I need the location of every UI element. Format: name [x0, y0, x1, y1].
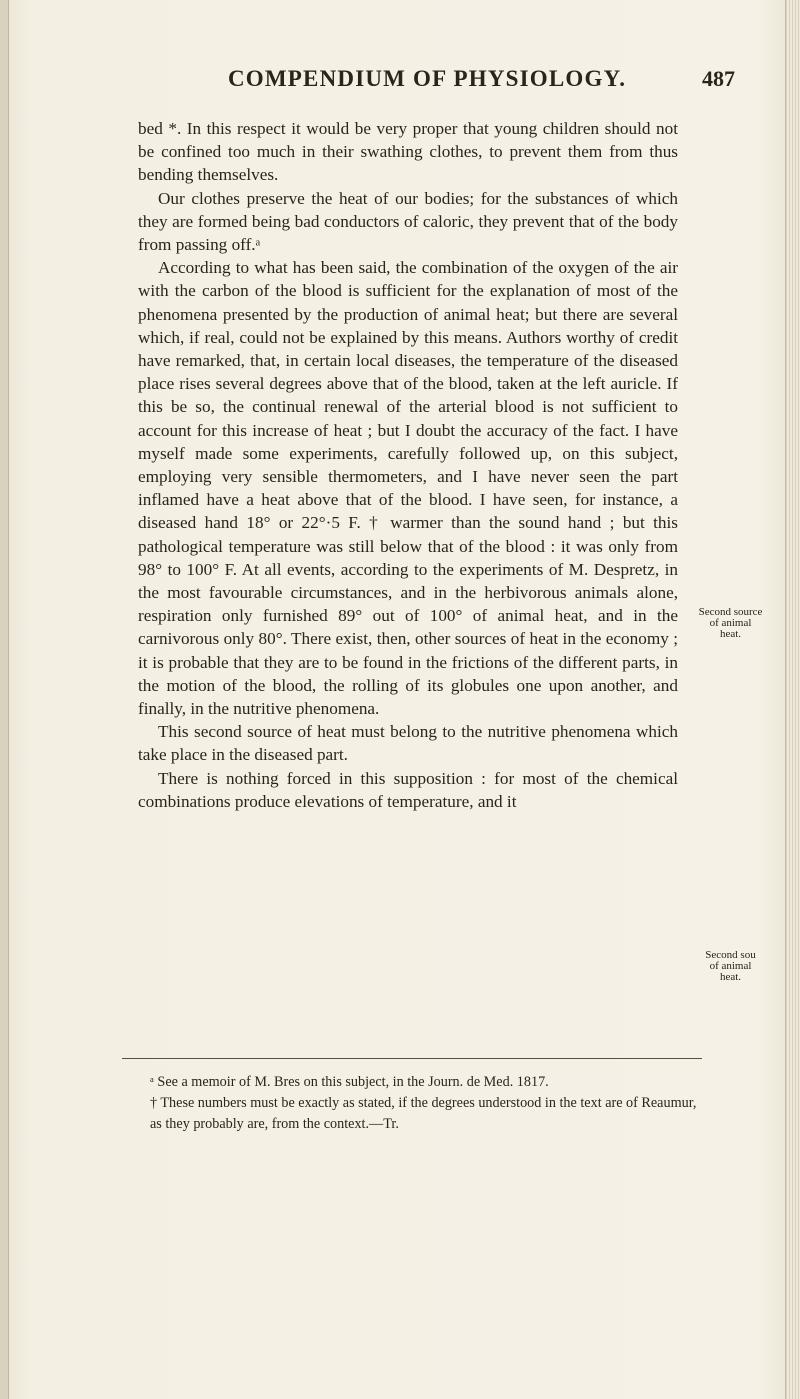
page-header	[120, 66, 735, 100]
footnotes	[138, 1072, 698, 1135]
paragraph-3: According to what has been said, the combination of the oxygen of the air with the carbon of the blood is sufficient for the explanation of most of the phenomena presented by the production of animal heat; but there are several which, if real, could not be explained by this means. Authors worthy of credit have remarked, that, in certain local diseases, the temperature of the diseased place rises several degrees above that of the blood, taken at the left auricle. If this be so, the continual renewal of the arterial blood is not sufficient to account for this increase of heat ; but I doubt the accuracy of the fact. I have myself made some experiments, carefully followed up, on this subject, employing very sensible thermometers, and I have never seen the part inflamed have a heat above that of the blood. I have seen, for instance, a diseased hand 18° or 22°·5 F. † warmer than the sound hand ; but this pathological temperature was still below that of the blood : it was only from 98° to 100° F. At all events, according to the experiments of M. Despretz, in the most favourable circumstances, and in the herbivorous animals alone, respiration only furnished 89° out of 100° of animal heat, and in the carnivorous only 80°. There exist, then, other sources of heat in the economy ; it is probable that they are to be found in the frictions of the different parts, in the motion of the blood, the rolling of its globules one upon another, and finally, in the nutritive phenomena.	[138, 258, 678, 719]
running-head: COMPENDIUM OF PHYSIOLOGY.	[228, 66, 627, 91]
paragraph-4: This second source of heat must belong to the nutritive phenomena which take place in the diseased part.	[138, 722, 678, 765]
paragraph-5: There is nothing forced in this supposition : for most of the chemical combinations produce elevations of temperature, and it	[138, 768, 678, 811]
margin-note-line: heat.	[719, 971, 742, 983]
margin-note-second-source	[683, 607, 778, 640]
paragraph-2: Our clothes preserve the heat of our bodies; for the substances of which they are formed being bad conductors of caloric, they prevent that of the body from passing off.ᵃ	[138, 188, 678, 255]
margin-note-line: of animal	[709, 960, 752, 972]
margin-note-line: of animal	[709, 617, 752, 629]
page-right-edge	[785, 0, 800, 1399]
margin-note-line: Second sou	[705, 949, 756, 961]
footnote-a: ᵃ See a memoir of M. Bres on this subject, in the Journ. de Med. 1817.	[150, 1074, 549, 1090]
page-left-edge	[0, 0, 9, 1399]
margin-note-second-source-2	[683, 950, 778, 983]
footnote-dagger: † These numbers must be exactly as stated, if the degrees understood in the text are of Reaumur, as they probably are, from the context.—Tr.	[150, 1095, 697, 1132]
main-text	[138, 117, 678, 813]
paragraph-1: bed *. In this respect it would be very proper that young children should not be confined too much in their swathing clothes, to prevent them from thus bending themselves.	[138, 119, 678, 185]
page-number: 487	[702, 66, 735, 91]
margin-note-line: heat.	[719, 628, 742, 640]
footnote-rule	[122, 1058, 702, 1059]
margin-note-line: Second source	[698, 606, 763, 618]
